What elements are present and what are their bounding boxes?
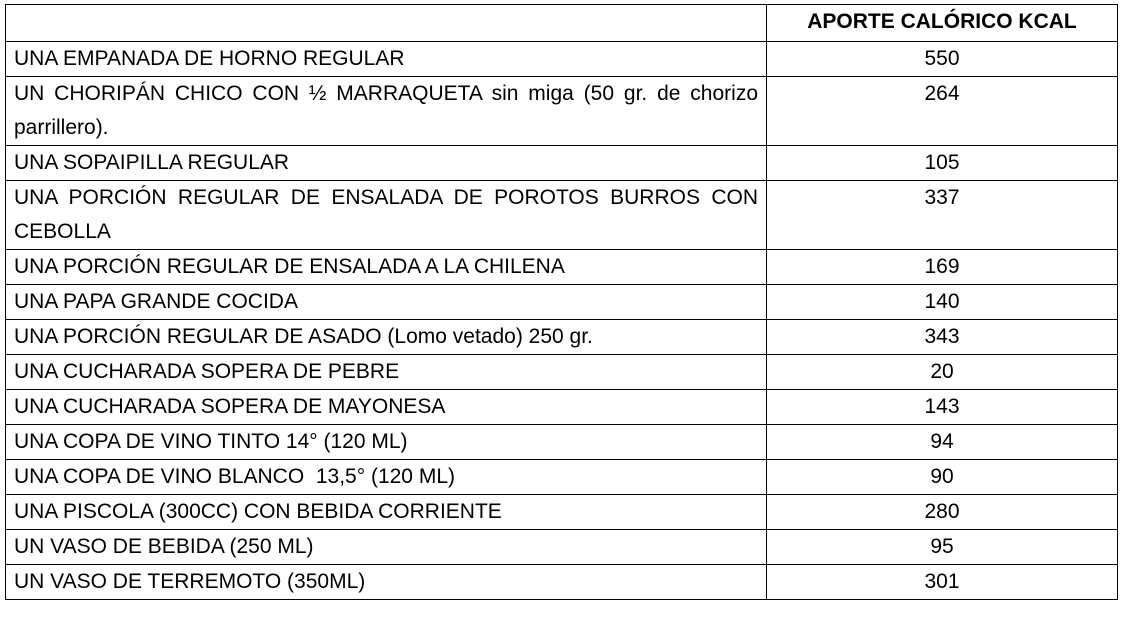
food-name-cell: UNA COPA DE VINO TINTO 14° (120 ML)	[6, 425, 767, 460]
table-row	[6, 77, 1118, 146]
food-name-cell: UNA CUCHARADA SOPERA DE MAYONESA	[6, 390, 767, 425]
header-food-cell	[6, 5, 767, 42]
kcal-value-cell: 264	[767, 77, 1118, 146]
kcal-value-cell: 169	[767, 250, 1118, 285]
kcal-value-cell: 343	[767, 320, 1118, 355]
food-name-cell: UN VASO DE BEBIDA (250 ML)	[6, 530, 767, 565]
food-name-cell: UNA PORCIÓN REGULAR DE ASADO (Lomo vetado) 250 gr.	[6, 320, 767, 355]
table-row	[6, 285, 1118, 320]
table-row	[6, 250, 1118, 285]
kcal-value-cell: 95	[767, 530, 1118, 565]
kcal-value-cell: 550	[767, 42, 1118, 77]
food-name-cell: UNA EMPANADA DE HORNO REGULAR	[6, 42, 767, 77]
food-name-cell: UNA PAPA GRANDE COCIDA	[6, 285, 767, 320]
table-row	[6, 565, 1118, 600]
kcal-value-cell: 94	[767, 425, 1118, 460]
table-row	[6, 320, 1118, 355]
calorie-table	[5, 4, 1118, 600]
table-row	[6, 425, 1118, 460]
kcal-value-cell: 280	[767, 495, 1118, 530]
food-name-cell: UNA PORCIÓN REGULAR DE ENSALADA DE POROTOS BURROS CON CEBOLLA	[6, 181, 767, 250]
table-header-row	[6, 5, 1118, 42]
kcal-value-cell: 20	[767, 355, 1118, 390]
table-row	[6, 390, 1118, 425]
kcal-value-cell: 337	[767, 181, 1118, 250]
kcal-value-cell: 301	[767, 565, 1118, 600]
food-name-cell: UNA SOPAIPILLA REGULAR	[6, 146, 767, 181]
table-row	[6, 495, 1118, 530]
table-row	[6, 181, 1118, 250]
table-row	[6, 460, 1118, 495]
food-name-cell: UNA PORCIÓN REGULAR DE ENSALADA A LA CHILENA	[6, 250, 767, 285]
table-row	[6, 530, 1118, 565]
table-row	[6, 355, 1118, 390]
food-name-cell: UN VASO DE TERREMOTO (350ML)	[6, 565, 767, 600]
food-name-cell: UN CHORIPÁN CHICO CON ½ MARRAQUETA sin miga (50 gr. de chorizo parrillero).	[6, 77, 767, 146]
header-kcal-cell: APORTE CALÓRICO KCAL	[767, 5, 1118, 42]
kcal-value-cell: 90	[767, 460, 1118, 495]
food-name-cell: UNA PISCOLA (300CC) CON BEBIDA CORRIENTE	[6, 495, 767, 530]
kcal-value-cell: 143	[767, 390, 1118, 425]
table-row	[6, 146, 1118, 181]
food-name-cell: UNA CUCHARADA SOPERA DE PEBRE	[6, 355, 767, 390]
food-name-cell: UNA COPA DE VINO BLANCO 13,5° (120 ML)	[6, 460, 767, 495]
table-row	[6, 42, 1118, 77]
kcal-value-cell: 140	[767, 285, 1118, 320]
kcal-value-cell: 105	[767, 146, 1118, 181]
